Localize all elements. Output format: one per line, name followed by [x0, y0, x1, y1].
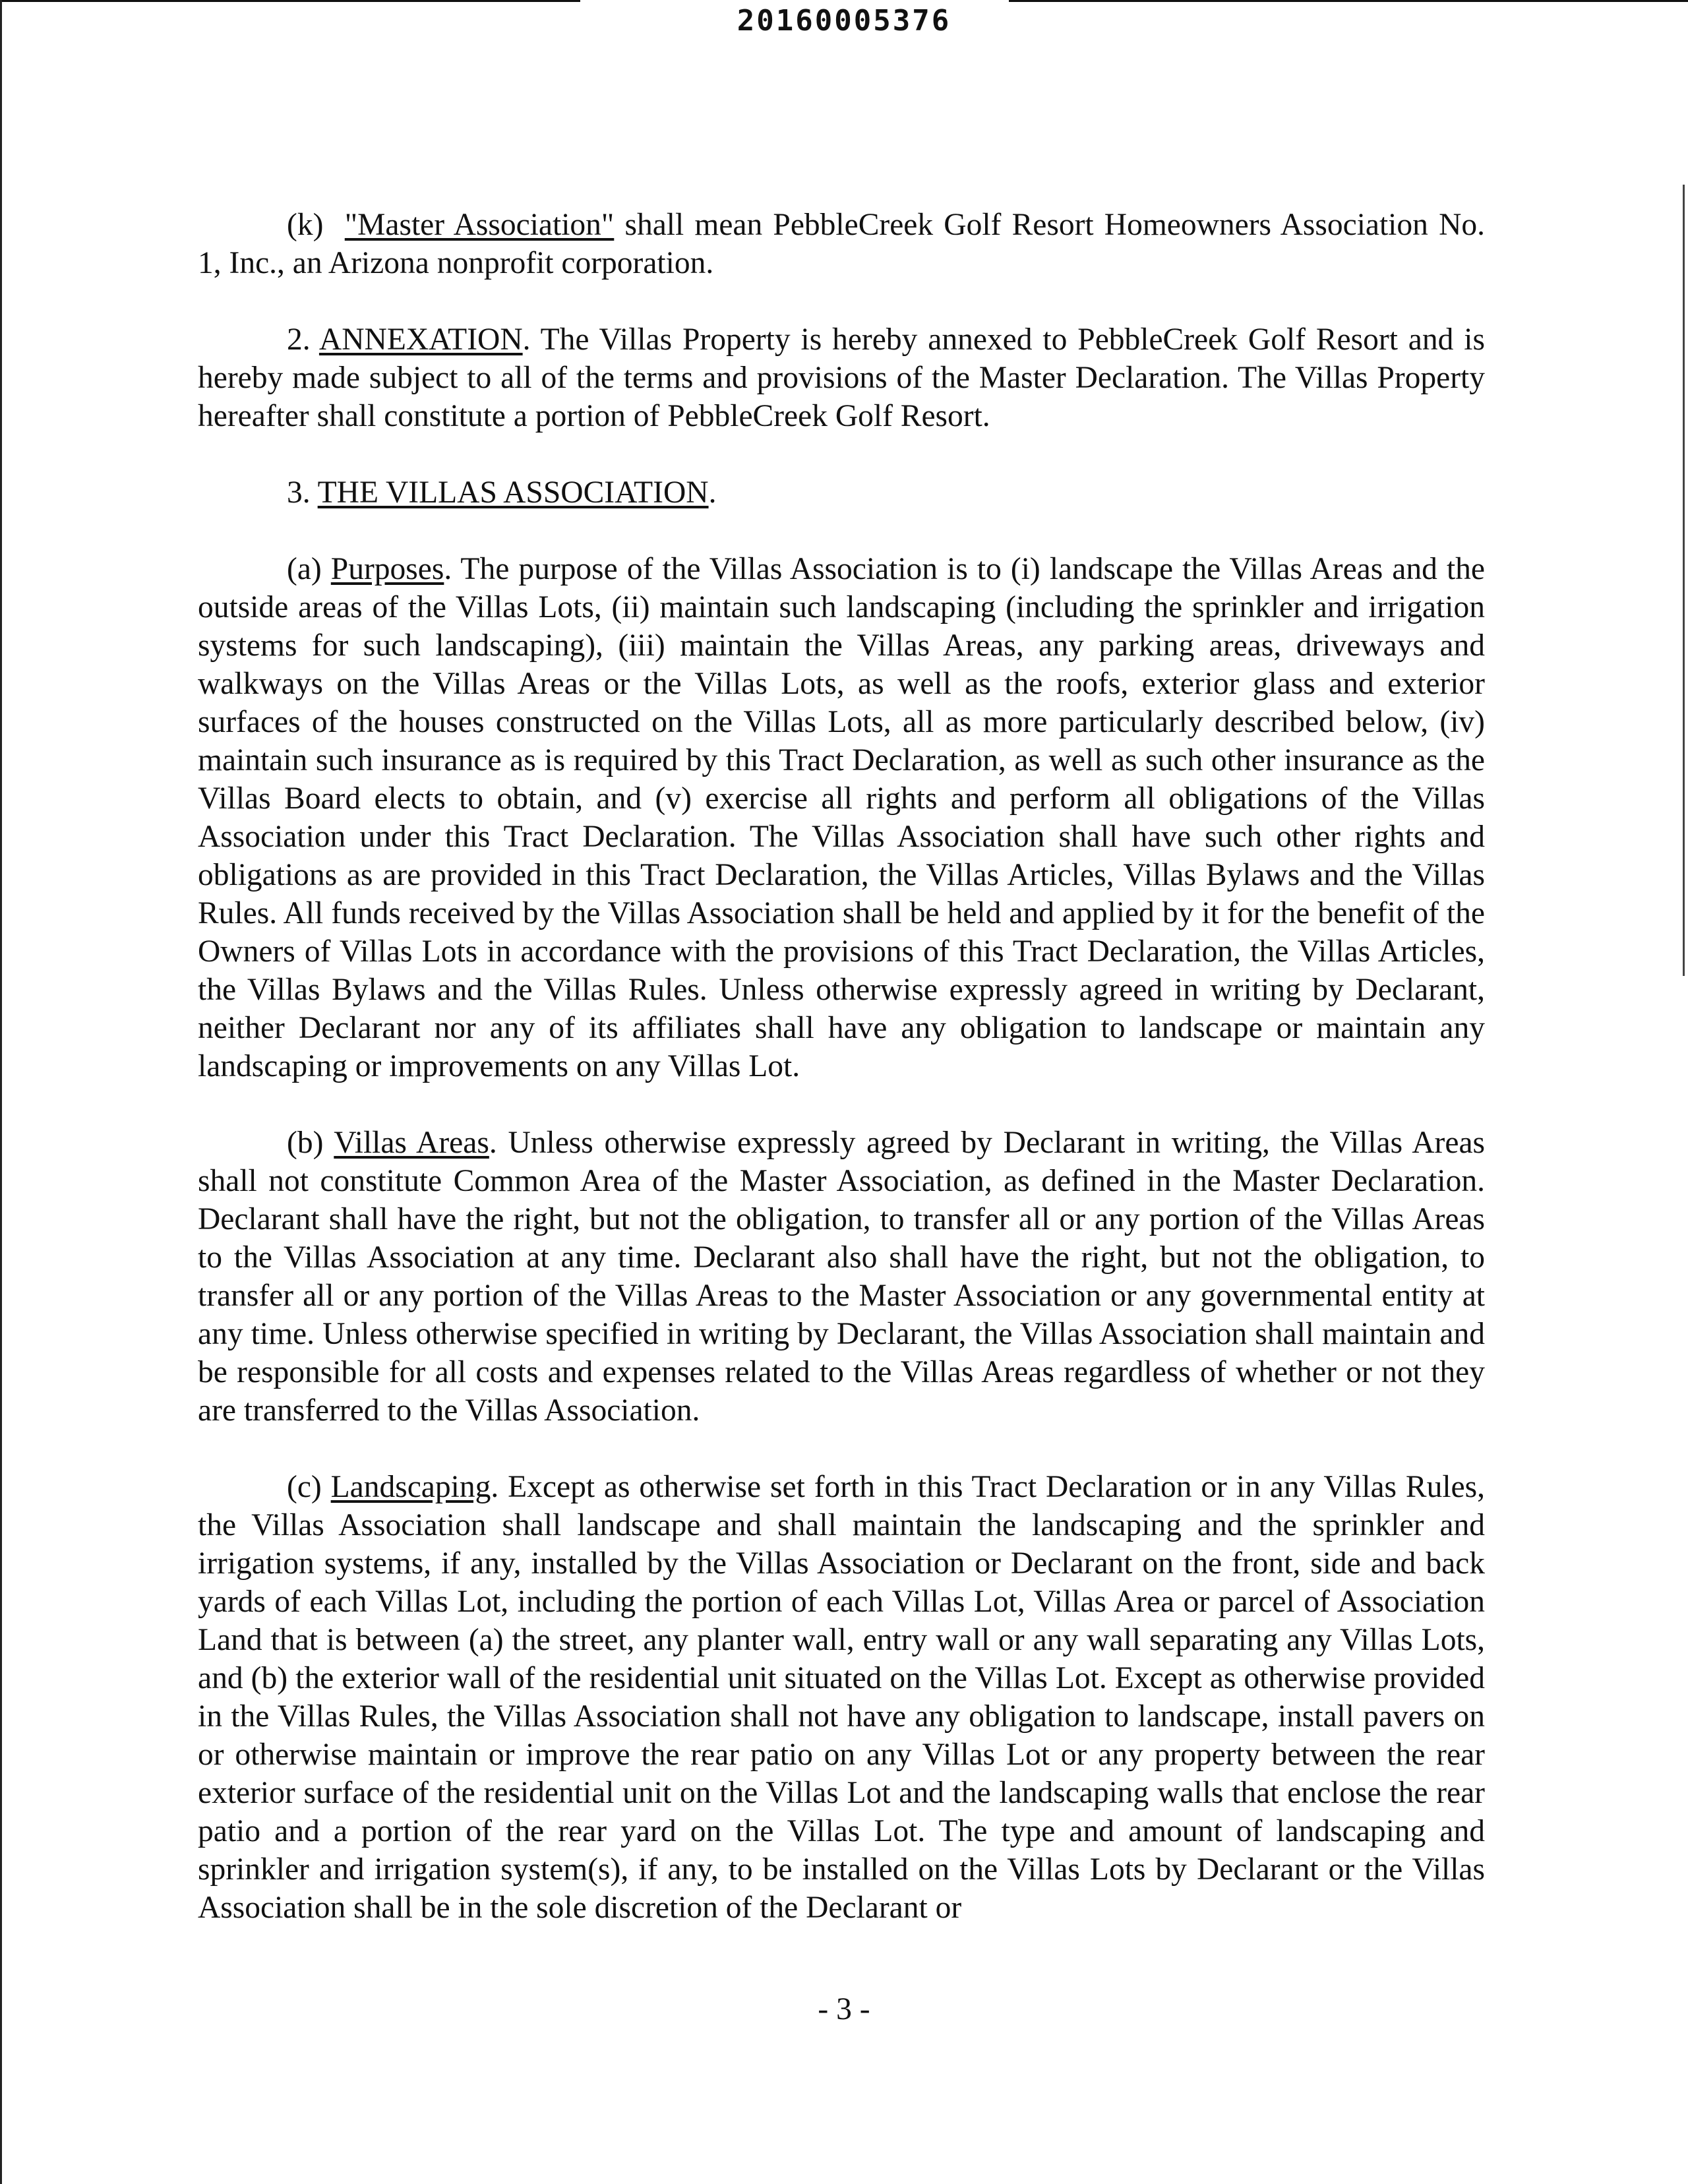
- section-k-term: "Master Association": [344, 208, 615, 242]
- scan-border-top-right: [1009, 0, 1688, 2]
- section-3c-heading: Landscaping: [330, 1470, 491, 1504]
- section-2-number: 2.: [287, 322, 319, 357]
- section-3-heading: THE VILLAS ASSOCIATION: [317, 475, 709, 510]
- section-3a-heading: Purposes: [330, 552, 444, 586]
- section-k-marker: (k): [287, 208, 324, 242]
- section-3c: [198, 1468, 1485, 1927]
- section-3a: [198, 550, 1485, 1085]
- section-3-trail: .: [708, 475, 717, 510]
- section-2: [198, 320, 1485, 435]
- page-body: [198, 206, 1485, 1927]
- scan-border-top-left: [0, 0, 580, 2]
- section-3-number: 3.: [287, 475, 318, 510]
- section-3b-marker: (b): [287, 1126, 334, 1160]
- section-3: [198, 473, 1485, 512]
- section-3c-marker: (c): [287, 1470, 331, 1504]
- section-3b: [198, 1124, 1485, 1430]
- scan-border-left: [0, 0, 2, 2184]
- section-3a-marker: (a): [287, 552, 331, 586]
- recording-number: 20160005376: [737, 4, 951, 38]
- page-number: - 3 -: [818, 1992, 870, 2026]
- section-2-heading: ANNEXATION: [318, 322, 523, 357]
- section-3c-text: . Except as otherwise set forth in this Tract Declaration or in any Villas Rules, the Villas Association shall landscape and shall maintain the landscaping and the sprinkler and irrigation systems, if any, installed by the Villas Association or Declarant on the front, side and back yards of each Villas Lot, including the portion of each Villas Lot, Villas Area or parcel of Association Land that is between (a) the street, any planter wall, entry wall or any wall separating any Villas Lots, and (b) the exterior wall of the residential unit situated on the Villas Lot. Except as otherwise provided in the Villas Rules, the Villas Association shall not have any obligation to landscape, install pavers on or otherwise maintain or improve the rear patio on any Villas Lot or any property between the rear exterior surface of the residential unit on the Villas Lot and the landscaping walls that enclose the rear patio and a portion of the rear yard on the Villas Lot. The type and amount of landscaping and sprinkler and irrigation system(s), if any, to be installed on the Villas Lots by Declarant or the Villas Association shall be in the sole discretion of the Declarant or: [198, 1470, 1485, 1925]
- section-k-text: shall mean PebbleCreek Golf Resort Homeowners Association No. 1, Inc., an Arizona nonprofit corporation.: [198, 208, 1485, 280]
- section-3a-text: . The purpose of the Villas Association is to (i) landscape the Villas Areas and the outside areas of the Villas Lots, (ii) maintain such landscaping (including the sprinkler and irrigation systems for such landscaping), (iii) maintain the Villas Areas, any parking areas, driveways and walkways on the Villas Areas or the Villas Lots, as well as the roofs, exterior glass and exterior surfaces of the houses constructed on the Villas Lots, all as more particularly described below, (iv) maintain such insurance as is required by this Tract Declaration, as well as such other insurance as the Villas Board elects to obtain, and (v) exercise all rights and perform all obligations of the Villas Association under this Tract Declaration. The Villas Association shall have such other rights and obligations as are provided in this Tract Declaration, the Villas Articles, Villas Bylaws and the Villas Rules. All funds received by the Villas Association shall be held and applied by it for the benefit of the Owners of Villas Lots in accordance with the provisions of this Tract Declaration, the Villas Articles, the Villas Bylaws and the Villas Rules. Unless otherwise expressly agreed in writing by Declarant, neither Declarant nor any of its affiliates shall have any obligation to landscape or maintain any landscaping or improvements on any Villas Lot.: [198, 552, 1485, 1083]
- section-3b-heading: Villas Areas: [334, 1126, 489, 1160]
- scan-border-right: [1683, 185, 1685, 976]
- section-2-text: . The Villas Property is hereby annexed to PebbleCreek Golf Resort and is hereby made subject to all of the terms and provisions of the Master Declaration. The Villas Property hereafter shall constitute a portion of PebbleCreek Golf Resort.: [198, 322, 1485, 433]
- section-3b-text: . Unless otherwise expressly agreed by Declarant in writing, the Villas Areas shall not constitute Common Area of the Master Association, as defined in the Master Declaration. Declarant shall have the right, but not the obligation, to transfer all or any portion of the Villas Areas to the Villas Association at any time. Declarant also shall have the right, but not the obligation, to transfer all or any portion of the Villas Areas to the Master Association or any governmental entity at any time. Unless otherwise specified in writing by Declarant, the Villas Association shall maintain and be responsible for all costs and expenses related to the Villas Areas regardless of whether or not they are transferred to the Villas Association.: [198, 1126, 1486, 1428]
- section-k: [198, 206, 1485, 282]
